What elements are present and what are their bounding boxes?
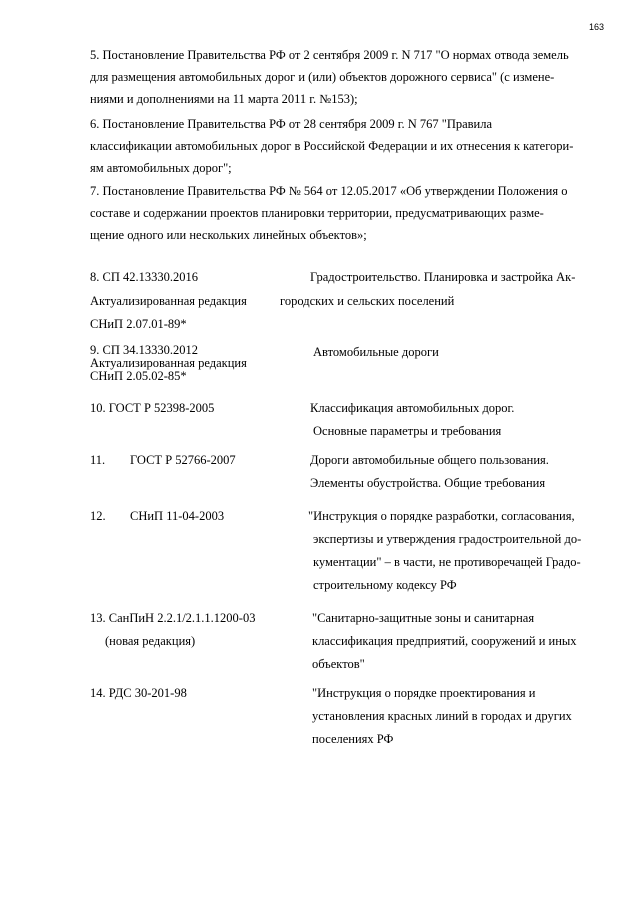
text-line: Основные параметры и требования <box>313 424 502 438</box>
page-number: 163 <box>588 22 604 32</box>
text-line: Классификация автомобильных дорог. <box>310 401 515 415</box>
text-line: ям автомобильных дорог"; <box>90 161 232 175</box>
paragraph-item-5 <box>90 44 597 110</box>
text-line: 8. СП 42.13330.2016 <box>90 270 198 284</box>
text-line: 9. СП 34.13330.2012 <box>90 343 198 357</box>
doc-code-14 <box>90 682 300 705</box>
text-line: "Инструкция о порядке разработки, согласования, <box>308 509 575 523</box>
text-line: экспертизы и утверждения градостроительной до- <box>313 532 582 546</box>
text-line: 5. Постановление Правительства РФ от 2 сентября 2009 г. N 717 "О нормах отвода земель <box>90 48 569 62</box>
text-line: 10. ГОСТ Р 52398-2005 <box>90 401 215 415</box>
text-line: Элементы обустройства. Общие требования <box>310 476 546 490</box>
text-line: 6. Постановление Правительства РФ от 28 сентября 2009 г. N 767 "Правила <box>90 117 493 131</box>
doc-title-14 <box>312 682 612 751</box>
doc-code: СНиП 11-04-2003 <box>130 509 225 523</box>
doc-code-8 <box>90 266 300 337</box>
text-line: для размещения автомобильных дорог и (или) объектов дорожного сервиса" (с измене- <box>90 70 555 84</box>
doc-code: ГОСТ Р 52766-2007 <box>130 453 236 467</box>
text-line: классификация предприятий, сооружений и иных <box>312 634 577 648</box>
doc-title-11 <box>310 449 610 495</box>
text-line: ниями и дополнениями на 11 марта 2011 г. №153); <box>90 92 358 106</box>
doc-code-9 <box>90 344 300 383</box>
item-number: 11. <box>90 453 106 467</box>
text-line: 7. Постановление Правительства РФ № 564 от 12.05.2017 «Об утверждении Положения о <box>90 184 568 198</box>
doc-title-13 <box>312 607 612 676</box>
doc-title-12 <box>308 505 608 597</box>
text-line: 14. РДС 30-201-98 <box>90 686 187 700</box>
text-line: классификации автомобильных дорог в Российской Федерации и их отнесения к категори- <box>90 139 574 153</box>
text-line: СНиП 2.05.02-85* <box>90 369 187 383</box>
paragraph-item-6 <box>90 113 597 179</box>
text-line: поселениях РФ <box>312 732 394 746</box>
doc-title-8 <box>280 266 610 313</box>
text-line: Градостроительство. Планировка и застройка Ак- <box>310 270 576 284</box>
text-line: "Санитарно-защитные зоны и санитарная <box>312 611 535 625</box>
text-line: городских и сельских поселений <box>280 293 455 308</box>
doc-title-10 <box>310 397 610 443</box>
text-line: "Инструкция о порядке проектирования и <box>312 686 536 700</box>
doc-code-13 <box>90 607 300 653</box>
text-line: Актуализированная редакция <box>90 293 247 308</box>
text-line: Актуализированная редакция <box>90 356 247 370</box>
doc-title-9 <box>313 341 613 364</box>
text-line: Дороги автомобильные общего пользования. <box>310 453 549 467</box>
doc-code-12 <box>90 505 300 528</box>
text-line: Автомобильные дороги <box>313 345 439 359</box>
paragraph-item-7 <box>90 180 597 246</box>
text-line: установления красных линий в городах и других <box>312 709 572 723</box>
doc-code-11 <box>90 449 300 472</box>
text-line: 13. СанПиН 2.2.1/2.1.1.1200-03 <box>90 611 256 625</box>
text-line: объектов" <box>312 657 365 671</box>
text-line: кументации" – в части, не противоречащей Градо- <box>313 555 581 569</box>
text-line: строительному кодексу РФ <box>313 578 457 592</box>
text-line: составе и содержании проектов планировки территории, предусматривающих разме- <box>90 206 544 220</box>
text-line: СНиП 2.07.01-89* <box>90 317 187 331</box>
text-line: щение одного или нескольких линейных объектов»; <box>90 228 367 242</box>
text-line: (новая редакция) <box>105 634 196 648</box>
item-number: 12. <box>90 509 106 523</box>
doc-code-10 <box>90 397 300 420</box>
